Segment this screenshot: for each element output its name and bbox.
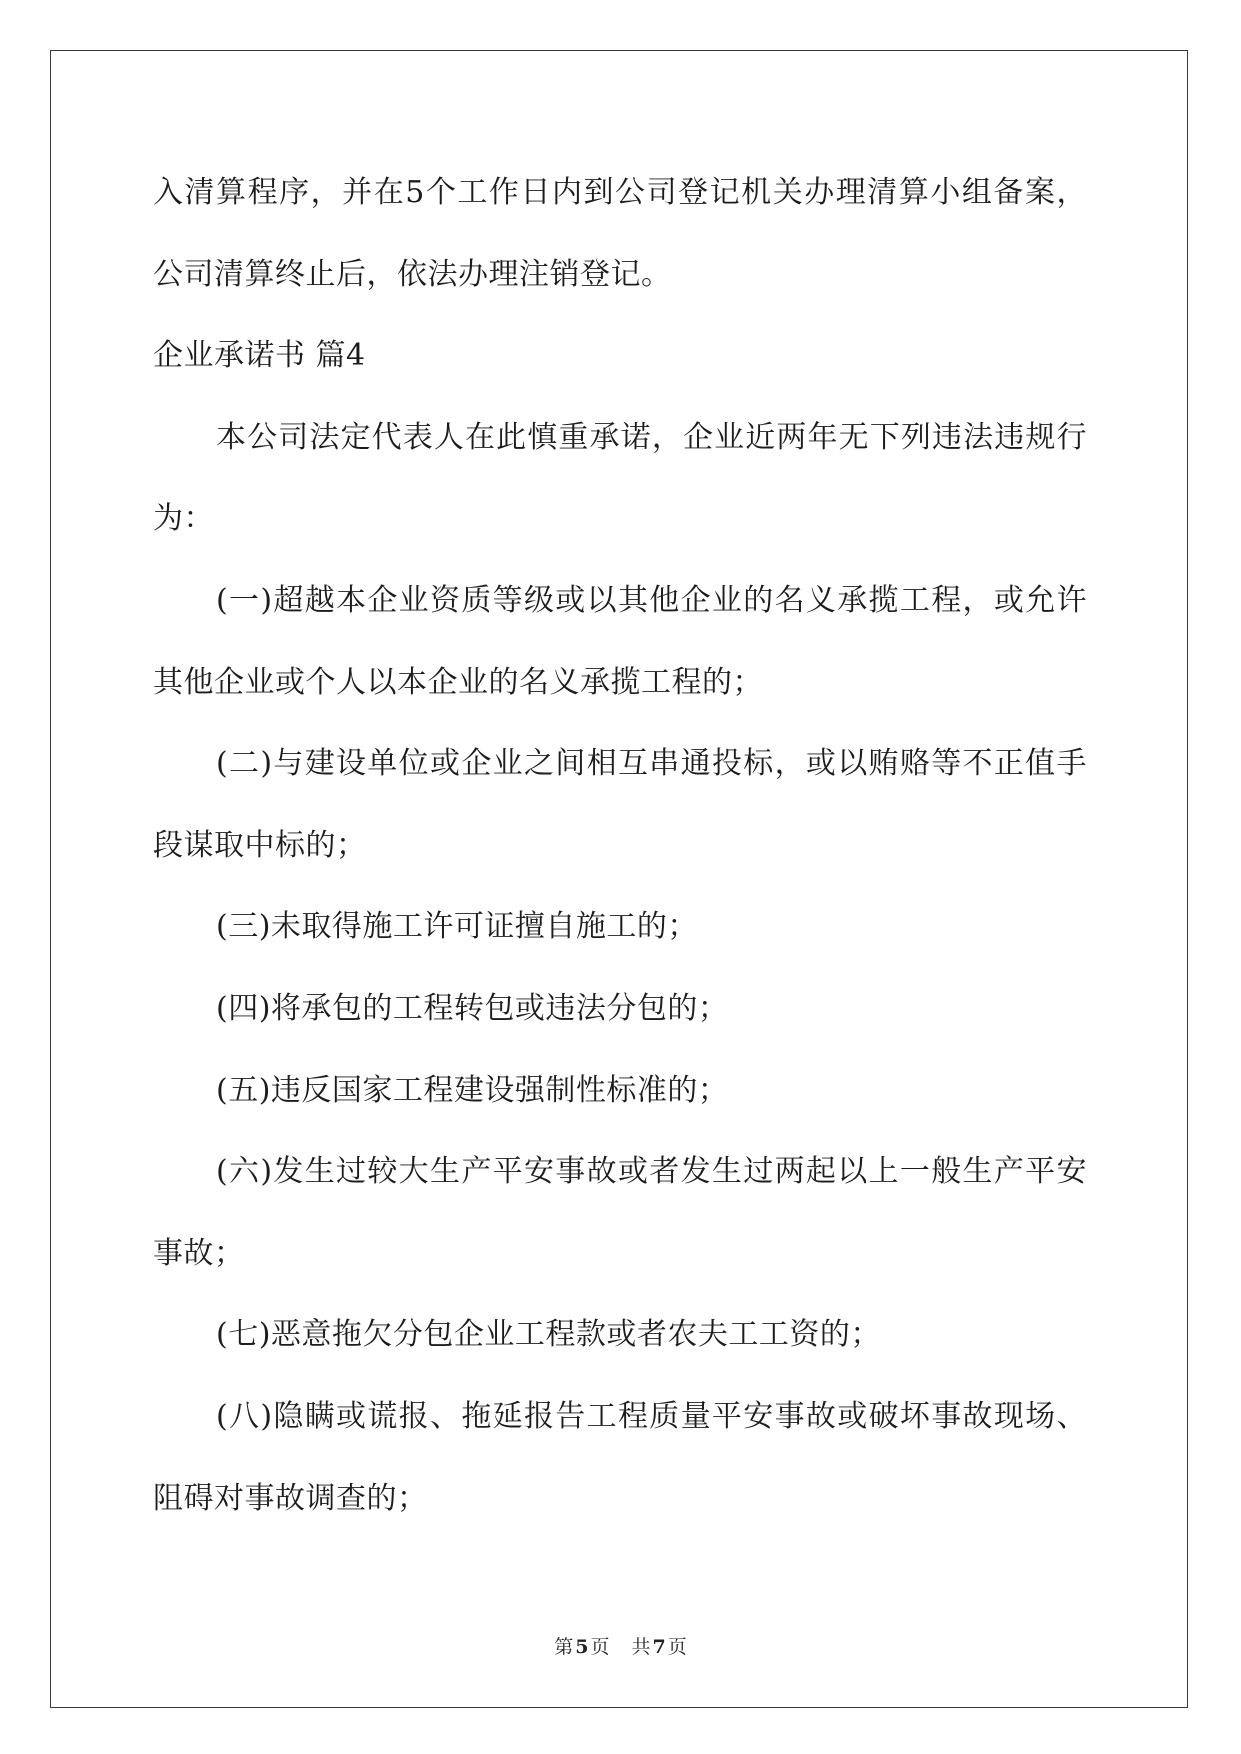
list-item-6: [153, 1131, 1087, 1294]
document-body: [153, 152, 1087, 1539]
text-line: 公司清算终止后，依法办理注销登记。: [153, 256, 672, 292]
text-line: 本公司法定代表人在此慎重承诺，企业近两年无下列违法违规行: [216, 419, 1087, 455]
text-line: 阻碍对事故调查的；: [153, 1480, 428, 1516]
list-item-1: [153, 560, 1087, 723]
text-line: (四)将承包的工程转包或违法分包的；: [216, 990, 729, 1026]
list-item-3: [153, 886, 1087, 968]
list-item-4: [153, 968, 1087, 1050]
continued-paragraph: [153, 152, 1087, 315]
text-line: (一)超越本企业资质等级或以其他企业的名义承揽工程，或允许: [216, 582, 1087, 618]
current-page-number: 5: [575, 1636, 589, 1658]
text-line: (二)与建设单位或企业之间相互串通投标，或以贿赂等不正值手: [216, 746, 1087, 782]
text-line: (八)隐瞒或谎报、拖延报告工程质量平安事故或破坏事故现场、: [216, 1398, 1087, 1434]
text-line: (三)未取得施工许可证擅自施工的；: [216, 909, 698, 945]
text-line: 其他企业或个人以本企业的名义承揽工程的；: [153, 664, 763, 700]
text-line: (七)恶意拖欠分包企业工程款或者农夫工工资的；: [216, 1317, 881, 1353]
page-prefix: 第: [554, 1636, 574, 1658]
text-line: 事故；: [153, 1235, 245, 1271]
total-pages-number: 7: [652, 1636, 666, 1658]
text-line: 段谋取中标的；: [153, 827, 367, 863]
text-line: (五)违反国家工程建设强制性标准的；: [216, 1072, 729, 1108]
total-prefix: 共: [631, 1636, 651, 1658]
section-heading: 企业承诺书 篇4: [153, 338, 366, 374]
total-suffix: 页: [667, 1636, 687, 1658]
text-line: 入清算程序，并在5个工作日内到公司登记机关办理清算小组备案，: [153, 175, 1087, 210]
page-suffix: 页: [590, 1636, 610, 1658]
page-footer: [0, 1632, 1241, 1662]
list-item-8: [153, 1376, 1087, 1539]
list-item-2: [153, 723, 1087, 886]
text-line: 为：: [153, 501, 214, 537]
list-item-7: [153, 1294, 1087, 1376]
list-item-5: [153, 1050, 1087, 1132]
paragraph-intro: [153, 397, 1087, 560]
text-line: (六)发生过较大生产平安事故或者发生过两起以上一般生产平安: [216, 1154, 1087, 1190]
